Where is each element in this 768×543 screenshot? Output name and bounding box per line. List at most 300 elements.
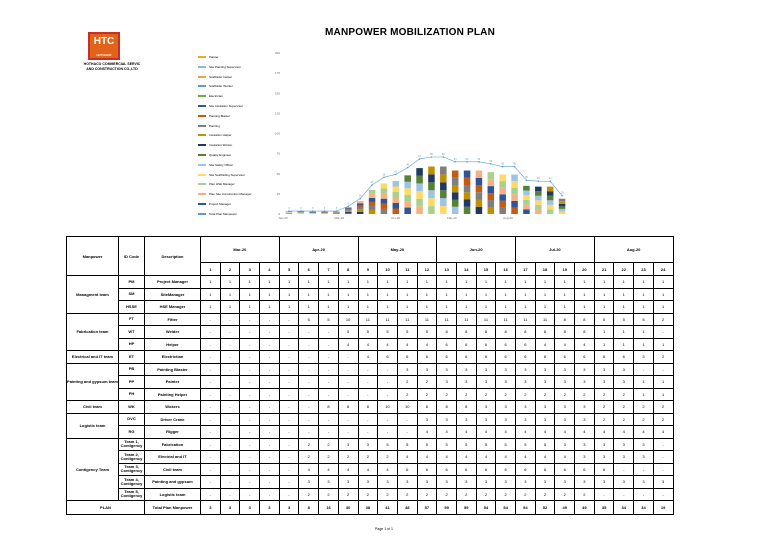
value-cell: -: [260, 426, 280, 439]
value-cell: 11: [378, 313, 398, 326]
value-cell: 6: [476, 338, 496, 351]
value-cell: 1: [653, 288, 673, 301]
value-cell: 1: [456, 288, 476, 301]
total-point: [359, 198, 361, 200]
value-cell: -: [634, 488, 654, 501]
y-tick-label: 150: [274, 91, 280, 96]
value-cell: 8: [437, 326, 457, 339]
value-cell: 2: [417, 388, 437, 401]
bar-segment: [535, 209, 542, 214]
value-cell: 5: [535, 438, 555, 451]
bar-segment: [559, 199, 566, 202]
total-value: 41: [378, 501, 398, 515]
total-value: 49: [575, 501, 595, 515]
bar-segment: [523, 195, 530, 200]
bar-segment: [511, 181, 518, 188]
value-cell: 1: [201, 276, 221, 289]
bar-segment: [393, 203, 400, 209]
value-cell: -: [358, 363, 378, 376]
value-cell: 2: [614, 388, 634, 401]
y-tick-label: 175: [274, 71, 280, 76]
value-cell: -: [240, 463, 260, 476]
total-point: [419, 158, 421, 160]
value-cell: 3: [516, 413, 536, 426]
value-cell: 1: [240, 288, 260, 301]
value-cell: -: [634, 363, 654, 376]
value-cell: 4: [397, 338, 417, 351]
value-cell: 3: [476, 376, 496, 389]
bar-segment: [345, 208, 352, 209]
value-cell: -: [319, 326, 339, 339]
total-value: 54: [476, 501, 496, 515]
bar-segment: [428, 190, 435, 198]
value-cell: -: [201, 438, 221, 451]
data-label: 54: [453, 157, 457, 161]
bar-segment: [440, 190, 447, 198]
value-cell: 3: [437, 363, 457, 376]
header-id-code: ID Code: [119, 237, 145, 276]
total-point: [443, 156, 445, 158]
bar-segment: [547, 196, 554, 201]
total-value: 8: [299, 501, 319, 515]
value-cell: -: [220, 463, 240, 476]
value-cell: 3: [555, 401, 575, 414]
value-cell: -: [220, 401, 240, 414]
value-cell: 3: [397, 363, 417, 376]
id-code: DVC: [119, 413, 145, 426]
value-cell: -: [240, 476, 260, 489]
id-code: Team 3, Contigency: [119, 463, 145, 476]
id-code: RG: [119, 426, 145, 439]
value-cell: -: [220, 438, 240, 451]
header-month: Mar-20: [201, 237, 280, 263]
legend-label: Insulation Worker: [209, 143, 233, 148]
value-cell: -: [201, 313, 221, 326]
value-cell: -: [279, 426, 299, 439]
bar-segment: [452, 192, 459, 199]
bar-segment: [488, 179, 495, 186]
bar-segment: [393, 186, 400, 192]
value-cell: 1: [496, 288, 516, 301]
description: Painter: [145, 376, 201, 389]
company-name: HOTHACO COMMERCIAL SERVIC AND CONSTRUCTION CO.,LTD: [83, 62, 141, 71]
value-cell: 4: [378, 463, 398, 476]
total-point: [431, 156, 433, 158]
legend-item: [198, 182, 235, 186]
value-cell: -: [299, 338, 319, 351]
value-cell: 4: [516, 451, 536, 464]
legend-label: Plan Site Construction Manager: [209, 192, 252, 197]
y-tick-label: 25: [276, 191, 280, 196]
value-cell: -: [260, 351, 280, 364]
id-code: ET: [119, 351, 145, 364]
value-cell: -: [240, 313, 260, 326]
value-cell: -: [319, 351, 339, 364]
value-cell: 3: [535, 413, 555, 426]
bar-segment: [476, 185, 483, 192]
total-point: [514, 166, 516, 168]
value-cell: 6: [516, 338, 536, 351]
value-cell: 2: [555, 388, 575, 401]
bar-segment: [523, 205, 530, 210]
value-cell: 1: [614, 288, 634, 301]
bar-segment: [452, 178, 459, 185]
value-cell: 4: [653, 426, 673, 439]
total-value: 49: [555, 501, 575, 515]
value-cell: 1: [397, 276, 417, 289]
value-cell: 1: [358, 276, 378, 289]
value-cell: 5: [397, 438, 417, 451]
value-cell: 4: [456, 426, 476, 439]
data-label: 34: [536, 177, 540, 181]
bar-segment: [464, 171, 471, 178]
header-month: Aug-20: [594, 237, 673, 263]
value-cell: -: [653, 463, 673, 476]
description: Wokers: [145, 401, 201, 414]
x-tick-label: Aug-20: [503, 216, 513, 220]
value-cell: 6: [555, 351, 575, 364]
bar-segment: [547, 205, 554, 210]
value-cell: 5: [456, 438, 476, 451]
value-cell: 1: [358, 288, 378, 301]
value-cell: 4: [358, 338, 378, 351]
value-cell: 1: [535, 276, 555, 289]
id-code: Team 1, Contigency: [119, 438, 145, 451]
value-cell: 2: [634, 401, 654, 414]
value-cell: 2: [456, 388, 476, 401]
value-cell: -: [397, 426, 417, 439]
table-row: [67, 363, 674, 376]
value-cell: -: [201, 476, 221, 489]
value-cell: 3: [456, 476, 476, 489]
legend-item: [198, 143, 232, 147]
value-cell: -: [634, 463, 654, 476]
value-cell: 3: [299, 476, 319, 489]
value-cell: 1: [417, 288, 437, 301]
value-cell: 3: [594, 363, 614, 376]
bar-segment: [357, 201, 364, 203]
bar-segment: [369, 202, 376, 206]
value-cell: 3: [634, 351, 654, 364]
id-code: Team 5, Contigency: [119, 488, 145, 501]
value-cell: 1: [220, 301, 240, 314]
data-label: 8: [347, 202, 350, 206]
legend-label: Scaffolder Worker: [209, 84, 233, 89]
bar-segment: [547, 209, 554, 214]
bar-segment: [476, 207, 483, 214]
bar-segment: [357, 203, 364, 205]
value-cell: -: [260, 338, 280, 351]
header-week: 21: [594, 263, 614, 276]
data-label: 16: [358, 194, 362, 198]
value-cell: 4: [614, 426, 634, 439]
header-week: 16: [496, 263, 516, 276]
value-cell: 4: [535, 338, 555, 351]
value-cell: 4: [535, 426, 555, 439]
bar-segment: [476, 200, 483, 207]
value-cell: 6: [378, 351, 398, 364]
value-cell: 8: [496, 326, 516, 339]
value-cell: 1: [220, 276, 240, 289]
value-cell: 6: [575, 351, 595, 364]
value-cell: -: [279, 351, 299, 364]
legend-swatch: [198, 213, 206, 215]
value-cell: 1: [417, 301, 437, 314]
bar-segment: [369, 206, 376, 210]
value-cell: 11: [496, 313, 516, 326]
value-cell: 1: [575, 301, 595, 314]
bar-segment: [511, 194, 518, 201]
value-cell: 2: [653, 313, 673, 326]
bar-segment: [523, 200, 530, 205]
value-cell: 4: [476, 426, 496, 439]
data-label: 38: [382, 173, 386, 177]
bar-segment: [476, 171, 483, 178]
legend-label: Scaffolder Helper: [209, 74, 233, 79]
value-cell: -: [260, 313, 280, 326]
value-cell: 2: [338, 488, 358, 501]
value-cell: -: [299, 351, 319, 364]
value-cell: -: [653, 488, 673, 501]
value-cell: 3: [516, 363, 536, 376]
value-cell: 11: [456, 313, 476, 326]
y-tick-label: 100: [274, 131, 280, 136]
bar-segment: [381, 204, 388, 209]
bar-segment: [464, 178, 471, 185]
data-label: 54: [477, 157, 481, 161]
id-code: Team 2, Contigency: [119, 451, 145, 464]
value-cell: 6: [456, 351, 476, 364]
total-value: 3: [220, 501, 240, 515]
value-cell: -: [201, 488, 221, 501]
table-row: [67, 276, 674, 289]
legend-swatch: [198, 203, 206, 205]
value-cell: 8: [555, 326, 575, 339]
value-cell: -: [279, 326, 299, 339]
bar-segment: [547, 187, 554, 192]
legend-item: [198, 192, 251, 196]
value-cell: 2: [653, 413, 673, 426]
value-cell: 3: [456, 413, 476, 426]
total-value: 3: [201, 501, 221, 515]
value-cell: 1: [319, 301, 339, 314]
bar-segment: [488, 172, 495, 179]
value-cell: 1: [279, 288, 299, 301]
group-name: Managment team: [67, 276, 119, 314]
header-month: Apr-20: [279, 237, 358, 263]
bar-segment: [428, 198, 435, 206]
bar-segment: [559, 206, 566, 209]
value-cell: 10: [338, 313, 358, 326]
value-cell: 1: [476, 288, 496, 301]
value-cell: -: [240, 376, 260, 389]
bar-segment: [404, 201, 411, 207]
value-cell: -: [260, 451, 280, 464]
id-code: SM: [119, 288, 145, 301]
data-label: 48: [406, 163, 410, 167]
header-week: 19: [555, 263, 575, 276]
total-point: [395, 174, 397, 176]
bar-segment: [345, 212, 352, 213]
value-cell: 6: [496, 351, 516, 364]
value-cell: -: [260, 476, 280, 489]
bar-segment: [499, 188, 506, 195]
value-cell: -: [378, 413, 398, 426]
value-cell: -: [201, 376, 221, 389]
header-week: 15: [476, 263, 496, 276]
value-cell: -: [240, 426, 260, 439]
data-label: 30: [370, 181, 374, 185]
value-cell: -: [319, 388, 339, 401]
value-cell: 2: [358, 488, 378, 501]
bar-segment: [499, 175, 506, 182]
value-cell: 3: [496, 363, 516, 376]
bar-segment: [381, 183, 388, 188]
value-cell: -: [614, 488, 634, 501]
value-cell: 1: [437, 301, 457, 314]
table-row: [67, 451, 674, 464]
data-label: 3: [311, 207, 314, 211]
table-row: [67, 351, 674, 364]
value-cell: 3: [575, 401, 595, 414]
legend-swatch: [198, 134, 206, 136]
value-cell: 1: [614, 338, 634, 351]
value-cell: -: [378, 426, 398, 439]
data-label: 3: [300, 207, 302, 211]
value-cell: 1: [614, 301, 634, 314]
data-label: 59: [441, 153, 445, 157]
value-cell: 4: [476, 451, 496, 464]
value-cell: 3: [535, 401, 555, 414]
table-row: [67, 438, 674, 451]
total-point: [383, 176, 385, 178]
value-cell: 1: [594, 276, 614, 289]
value-cell: 4: [378, 338, 398, 351]
bar-segment: [357, 212, 364, 214]
value-cell: 6: [456, 463, 476, 476]
value-cell: -: [319, 338, 339, 351]
header-week: 6: [299, 263, 319, 276]
value-cell: 2: [358, 451, 378, 464]
value-cell: 3: [555, 476, 575, 489]
value-cell: -: [614, 463, 634, 476]
header-week: 3: [240, 263, 260, 276]
legend-item: [198, 173, 245, 177]
legend-swatch: [198, 95, 206, 97]
bar-segment: [452, 207, 459, 214]
value-cell: -: [260, 388, 280, 401]
legend-item: [198, 153, 231, 157]
value-cell: 1: [319, 276, 339, 289]
value-cell: -: [220, 313, 240, 326]
value-cell: 1: [358, 301, 378, 314]
value-cell: 4: [358, 463, 378, 476]
header-month: Jun-20: [437, 237, 516, 263]
bar-segment: [404, 175, 411, 181]
value-cell: -: [240, 401, 260, 414]
value-cell: 5: [634, 313, 654, 326]
id-code: WT: [119, 326, 145, 339]
group-name: Logistic team: [67, 413, 119, 438]
total-value: 3: [240, 501, 260, 515]
data-label: 34: [548, 177, 552, 181]
value-cell: 8: [319, 401, 339, 414]
bar-segment: [499, 201, 506, 208]
bar-segment: [488, 193, 495, 200]
legend-swatch: [198, 76, 206, 78]
value-cell: 1: [516, 276, 536, 289]
value-cell: 1: [397, 301, 417, 314]
data-label: 3: [335, 207, 338, 211]
group-name: Electrical and IT team: [67, 351, 119, 364]
header-week: 14: [456, 263, 476, 276]
bar-segment: [357, 210, 364, 212]
value-cell: 1: [378, 301, 398, 314]
value-cell: 5: [299, 313, 319, 326]
total-row: [67, 501, 674, 515]
value-cell: 6: [476, 351, 496, 364]
bar-segment: [488, 200, 495, 207]
value-cell: 4: [338, 463, 358, 476]
value-cell: 11: [358, 313, 378, 326]
description: SiteManager: [145, 288, 201, 301]
value-cell: 1: [634, 276, 654, 289]
bar-segment: [404, 188, 411, 194]
header-week: 10: [378, 263, 398, 276]
legend-swatch: [198, 66, 206, 68]
legend-item: [198, 65, 241, 69]
bar-segment: [345, 209, 352, 210]
bar-segment: [547, 191, 554, 196]
total-value: 54: [496, 501, 516, 515]
value-cell: 3: [496, 376, 516, 389]
value-cell: -: [260, 438, 280, 451]
bar-segment: [404, 208, 411, 214]
value-cell: 1: [634, 376, 654, 389]
value-cell: 5: [594, 313, 614, 326]
value-cell: 5: [496, 438, 516, 451]
id-code: PM: [119, 276, 145, 289]
value-cell: 3: [417, 363, 437, 376]
bar-segment: [345, 210, 352, 211]
group-name: Fabrication team: [67, 313, 119, 351]
value-cell: 3: [358, 476, 378, 489]
value-cell: -: [201, 413, 221, 426]
value-cell: 3: [594, 476, 614, 489]
total-value: 52: [535, 501, 555, 515]
x-tick-label: Jun-20: [390, 216, 401, 220]
data-label: 35: [525, 176, 528, 180]
table-row: [67, 463, 674, 476]
bar-segment: [535, 200, 542, 205]
legend-item: [198, 104, 243, 108]
value-cell: 6: [535, 463, 555, 476]
value-cell: 1: [535, 301, 555, 314]
value-cell: -: [319, 426, 339, 439]
value-cell: -: [358, 413, 378, 426]
value-cell: 1: [555, 301, 575, 314]
bar-segment: [535, 205, 542, 210]
total-value: 3: [260, 501, 280, 515]
y-tick-label: 50: [276, 171, 280, 176]
value-cell: 3: [456, 376, 476, 389]
data-label: 52: [489, 159, 493, 163]
bar-segment: [345, 211, 352, 212]
header-week: 17: [516, 263, 536, 276]
total-point: [526, 179, 528, 181]
value-cell: 1: [496, 276, 516, 289]
value-cell: -: [220, 476, 240, 489]
